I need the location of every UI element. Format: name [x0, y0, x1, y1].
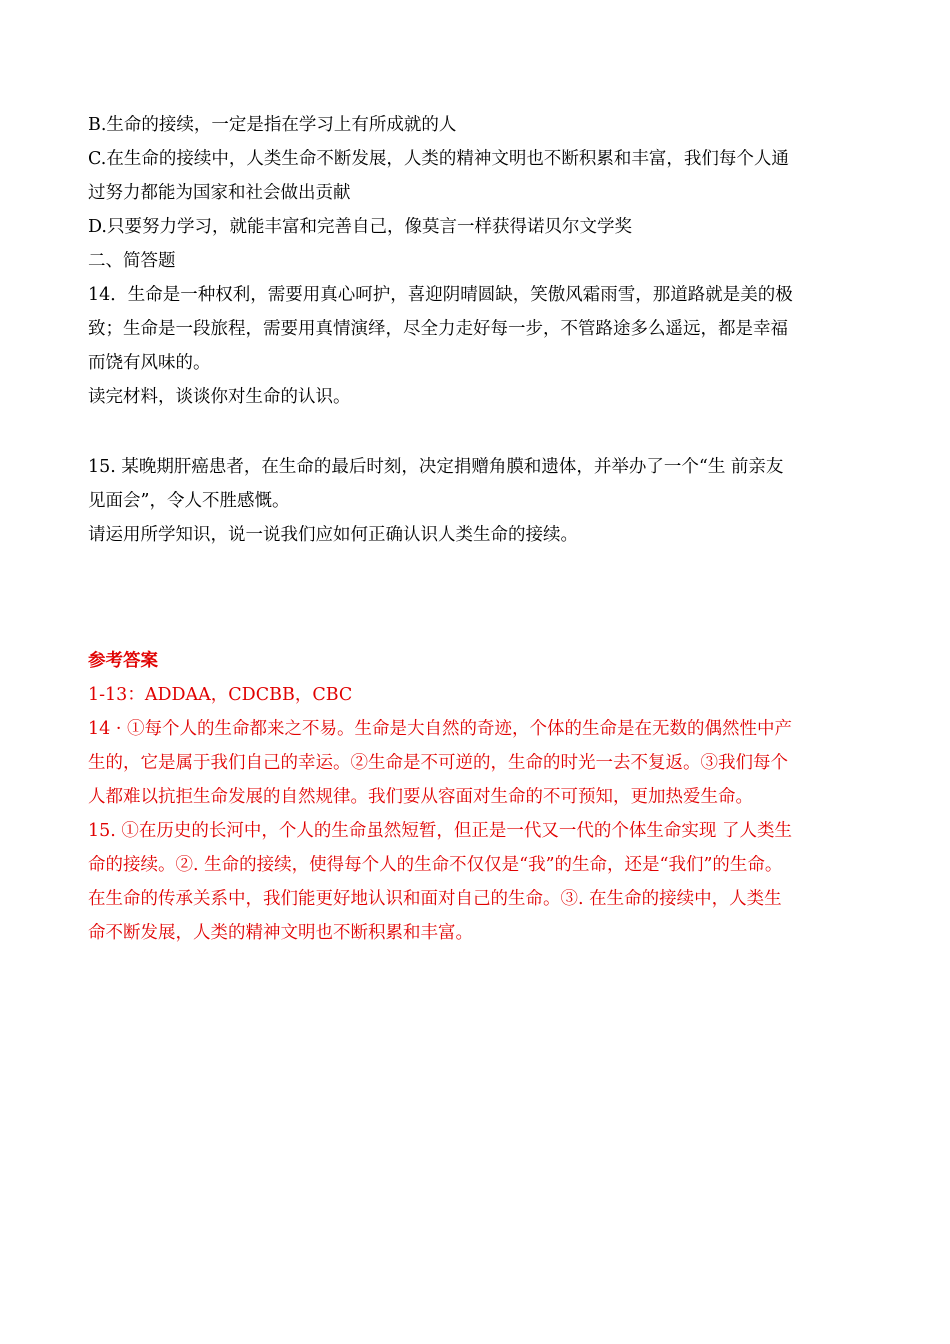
- document-page: [88, 108, 878, 950]
- answer-14-line-3: 人都难以抗拒生命发展的自然规律。我们要从容面对生命的不可预知，更加热爱生命。: [88, 787, 753, 807]
- question-14-line-2: 致；生命是一段旅程，需要用真情演绎，尽全力走好每一步，不管路途多么遥远，都是幸福: [88, 319, 788, 339]
- spacer: [88, 414, 878, 450]
- answers-multiple-choice: 1-13：ADDAA，CDCBB，CBC: [88, 685, 353, 705]
- answer-15-line-4: 命不断发展，人类的精神文明也不断积累和丰富。: [88, 923, 473, 943]
- answers-heading: 参考答案: [88, 651, 158, 671]
- answer-14-line-1: 14 · ①每个人的生命都来之不易。生命是大自然的奇迹，个体的生命是在无数的偶然性中产: [88, 719, 792, 739]
- choice-d: D.只要努力学习，就能丰富和完善自己，像莫言一样获得诺贝尔文学奖: [88, 217, 632, 237]
- question-15-prompt: 请运用所学知识，说一说我们应如何正确认识人类生命的接续。: [88, 525, 578, 545]
- question-14-prompt: 读完材料，谈谈你对生命的认识。: [88, 387, 351, 407]
- spacer: [88, 552, 878, 644]
- choice-b: B.生命的接续，一定是指在学习上有所成就的人: [88, 115, 457, 135]
- answer-14-line-2: 生的，它是属于我们自己的幸运。②生命是不可逆的，生命的时光一去不复返。③我们每个: [88, 753, 788, 773]
- choice-c-line-2: 过努力都能为国家和社会做出贡献: [88, 183, 351, 203]
- answer-15-line-3: 在生命的传承关系中，我们能更好地认识和面对自己的生命。③. 在生命的接续中，人类生: [88, 889, 782, 909]
- answer-15-line-1: 15. ①在历史的长河中，个人的生命虽然短暂，但正是一代又一代的个体生命实现 了人类生: [88, 821, 792, 841]
- question-15-line-2: 见面会”，令人不胜感慨。: [88, 491, 290, 511]
- answer-15-line-2: 命的接续。②. 生命的接续，使得每个人的生命不仅仅是“我”的生命，还是“我们”的生命。: [88, 855, 783, 875]
- question-15-line-1: 15. 某晚期肝癌患者，在生命的最后时刻，决定捐赠角膜和遗体，并举办了一个“生 前亲友: [88, 457, 784, 477]
- choice-c-line-1: C.在生命的接续中，人类生命不断发展，人类的精神文明也不断积累和丰富，我们每个人通: [88, 149, 789, 169]
- question-14-line-3: 而饶有风味的。: [88, 353, 211, 373]
- section-title: 二、简答题: [88, 251, 176, 271]
- question-14-line-1: 14．生命是一种权利，需要用真心呵护，喜迎阴晴圆缺，笑傲风霜雨雪，那道路就是美的极: [88, 285, 793, 305]
